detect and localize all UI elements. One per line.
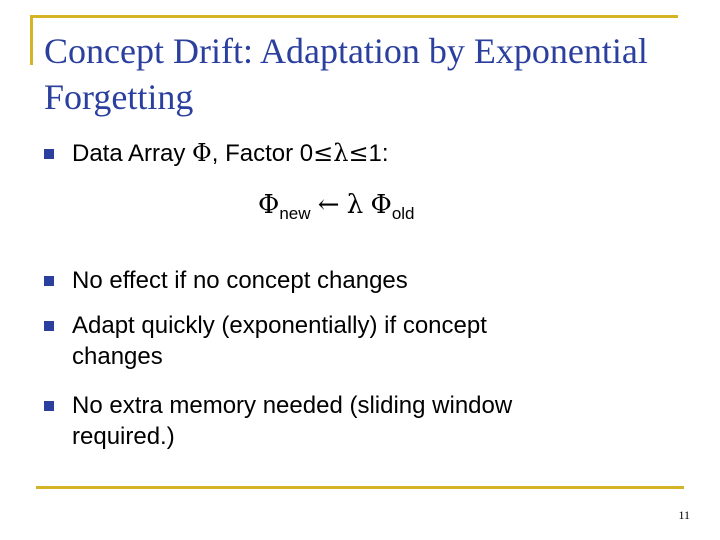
bullet-text: No effect if no concept changes [72, 267, 408, 294]
bullet-text [72, 310, 652, 372]
bullet-text-line: changes [72, 343, 163, 370]
left-rule [30, 15, 33, 65]
lambda-symbol: λ [333, 139, 349, 167]
bullet-text-part: , Factor 0 [211, 140, 314, 167]
square-bullet-icon [44, 321, 54, 331]
square-bullet-icon [44, 149, 54, 159]
bullet-text-line: Adapt quickly (exponentially) if concept [72, 312, 487, 339]
bullet-text [72, 390, 652, 452]
slide-title: Concept Drift: Adaptation by Exponential Forgetting [44, 31, 648, 117]
phi-symbol: Φ [258, 190, 280, 220]
phi-symbol: Φ [370, 190, 392, 220]
page-number: 11 [678, 508, 690, 522]
phi-symbol: Φ [192, 139, 212, 167]
top-rule [30, 15, 678, 18]
lambda-symbol: λ [346, 190, 364, 220]
bullet-text-line: No extra memory needed (sliding window [72, 392, 513, 419]
bullet-text-part: Data Array [72, 140, 193, 167]
bullet-text-part: 1: [368, 140, 389, 167]
bullet-text [72, 138, 652, 169]
leq-symbol: ≤ [348, 139, 369, 167]
bottom-rule [36, 486, 684, 489]
update-formula [258, 188, 415, 224]
subscript-new: new [279, 204, 311, 223]
square-bullet-icon [44, 401, 54, 411]
subscript-old: old [391, 204, 415, 223]
left-arrow-icon: ← [317, 190, 340, 220]
bullet-text-line: required.) [72, 423, 175, 450]
square-bullet-icon [44, 276, 54, 286]
leq-symbol: ≤ [313, 139, 334, 167]
